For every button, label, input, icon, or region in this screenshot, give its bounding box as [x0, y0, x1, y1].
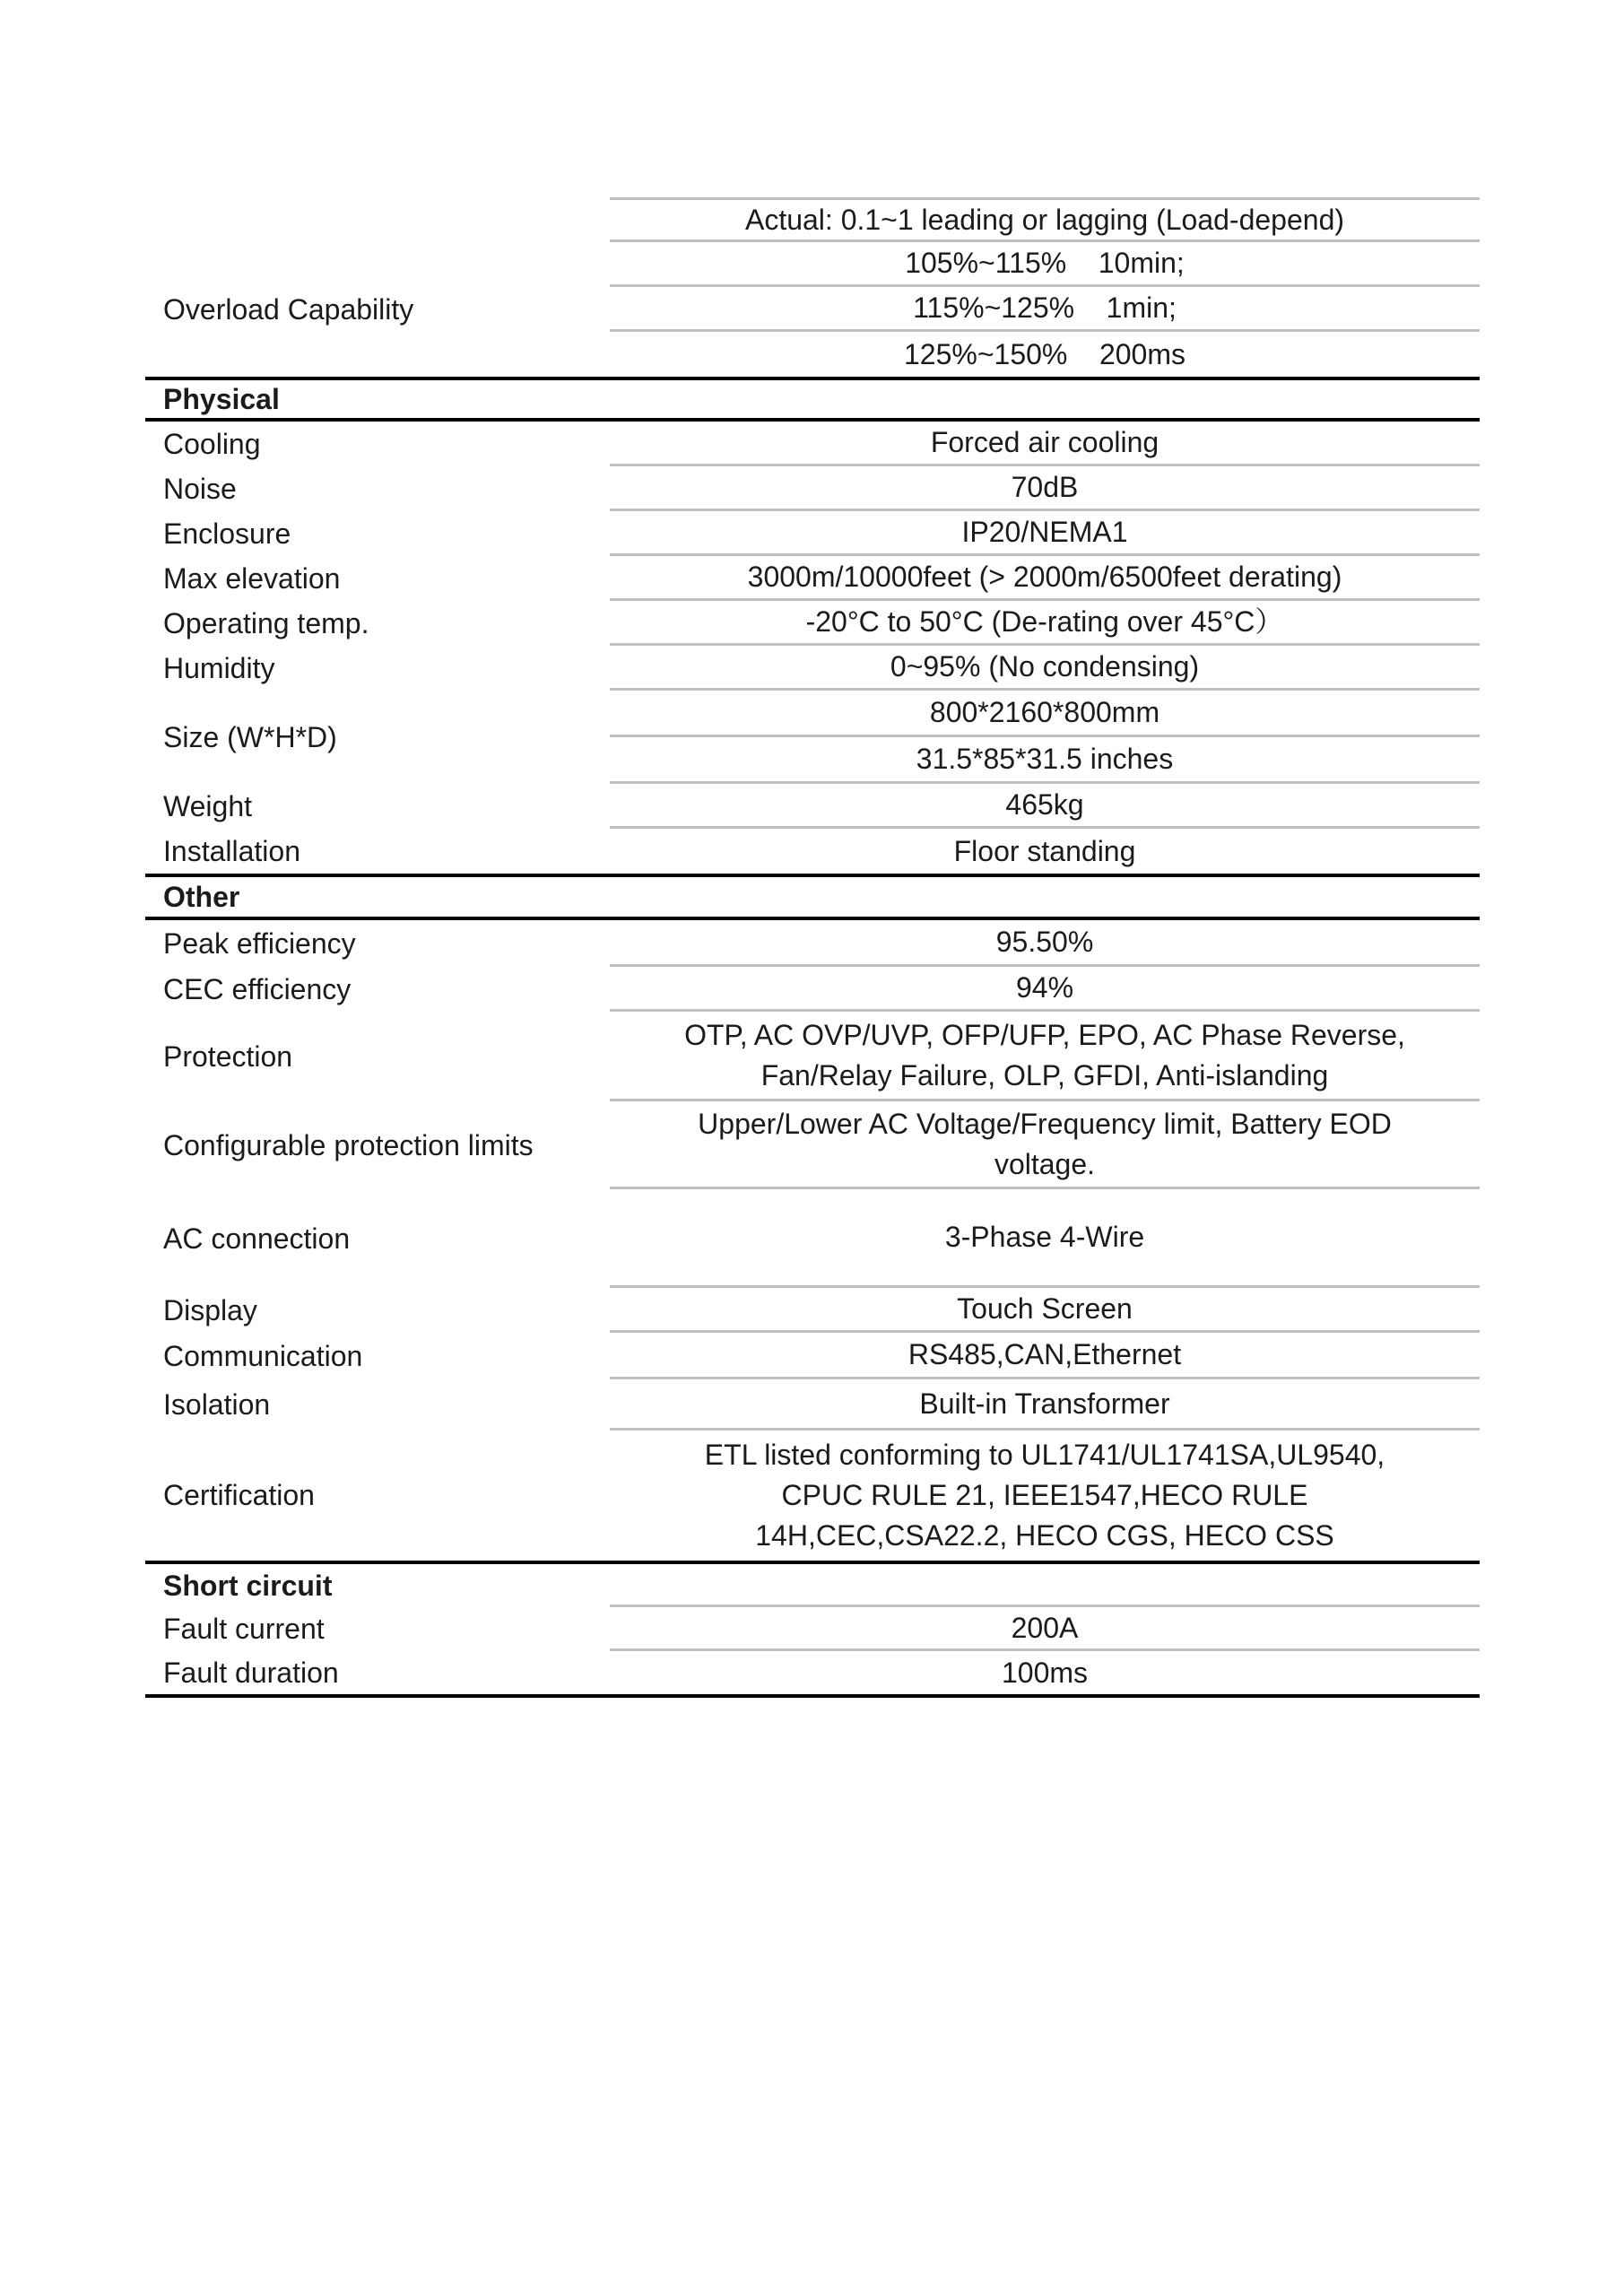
spec-value-text: Actual: 0.1~1 leading or lagging (Load-depend) [744, 203, 1345, 236]
spec-value-text: 14H,CEC,CSA22.2, HECO CGS, HECO CSS [755, 1519, 1334, 1552]
spec-value [610, 920, 1480, 967]
spec-value-text: Fan/Relay Failure, OLP, GFDI, Anti-islanding [760, 1058, 1329, 1091]
row-cooling [145, 422, 1480, 466]
spec-value-text: 200A [1011, 1611, 1079, 1644]
spec-value [610, 646, 1480, 691]
spec-value [610, 1012, 1480, 1101]
section-header-short-circuit [145, 1561, 1480, 1607]
section-header-spacer [610, 380, 1480, 418]
spec-value [610, 967, 1480, 1012]
spec-value [610, 556, 1480, 601]
spec-label: Operating temp. [163, 606, 369, 639]
spec-label: Noise [163, 472, 237, 505]
row-fault-current [145, 1607, 1480, 1651]
spec-value [610, 1651, 1480, 1694]
row-isolation [145, 1379, 1480, 1431]
spec-label-empty [145, 197, 610, 242]
row-weight [145, 784, 1480, 829]
spec-value-text: 70dB [1011, 471, 1079, 503]
row-humidity [145, 646, 1480, 691]
spec-value-text: voltage. [994, 1147, 1096, 1180]
row-size [145, 691, 1480, 784]
spec-label: Fault current [163, 1613, 325, 1645]
row-installation [145, 829, 1480, 874]
section-header-spacer [610, 877, 1480, 917]
section-title: Other [163, 880, 240, 913]
spec-value-text: 0~95% (No condensing) [890, 650, 1200, 683]
row-overload-capability [145, 242, 1480, 377]
row-ac-connection [145, 1189, 1480, 1288]
row-noise [145, 466, 1480, 511]
spec-label: Certification [163, 1479, 315, 1511]
spec-label: Max elevation [163, 561, 341, 595]
spec-value-text: 95.50% [995, 926, 1094, 958]
spec-value [610, 1431, 1480, 1561]
spec-value [610, 691, 1480, 737]
spec-value-text: CPUC RULE 21, IEEE1547,HECO RULE [781, 1479, 1308, 1511]
spec-value-text: 115%~125% 1min; [913, 291, 1177, 324]
row-power-factor-actual [145, 197, 1480, 242]
spec-value [610, 511, 1480, 556]
overload-value-stack [610, 242, 1480, 377]
spec-label: Fault duration [163, 1656, 339, 1689]
row-display [145, 1288, 1480, 1333]
spec-value-text: 105%~115% 10min; [905, 247, 1185, 279]
spec-value-text: Built-in Transformer [919, 1387, 1170, 1420]
spec-value [610, 829, 1480, 874]
section-header-other [145, 874, 1480, 920]
spec-label: Cooling [163, 427, 261, 460]
spec-label: Communication [163, 1339, 363, 1372]
row-certification [145, 1431, 1480, 1561]
spec-value [610, 242, 1480, 287]
spec-label: Size (W*H*D) [163, 720, 337, 753]
row-peak-efficiency [145, 920, 1480, 967]
spec-value [610, 332, 1480, 377]
spec-label: Configurable protection limits [163, 1128, 534, 1161]
spec-value-text: 100ms [1001, 1656, 1089, 1689]
spec-value [610, 601, 1480, 646]
spec-value-text: Forced air cooling [930, 426, 1159, 458]
spec-label: Isolation [163, 1388, 271, 1421]
spec-value [610, 466, 1480, 511]
spec-label: Peak efficiency [163, 926, 356, 960]
row-protection [145, 1012, 1480, 1101]
row-enclosure [145, 511, 1480, 556]
spec-value [610, 1607, 1480, 1651]
row-configurable-protection-limits [145, 1101, 1480, 1189]
spec-value [610, 1333, 1480, 1379]
spec-label: Overload Capability [163, 292, 414, 326]
spec-value [610, 1379, 1480, 1431]
spec-table [145, 197, 1480, 1698]
spec-value [610, 422, 1480, 466]
spec-label: Display [163, 1293, 257, 1326]
section-title: Short circuit [163, 1569, 333, 1602]
spec-value-text: 800*2160*800mm [929, 696, 1160, 728]
table-bottom-border [145, 1694, 1480, 1698]
spec-value-text: 3000m/10000feet (> 2000m/6500feet derating) [747, 561, 1342, 593]
spec-value-text: 465kg [1005, 788, 1084, 821]
spec-value-text: Upper/Lower AC Voltage/Frequency limit, Battery EOD [698, 1107, 1392, 1140]
section-title: Physical [163, 382, 280, 415]
spec-value-text: OTP, AC OVP/UVP, OFP/UFP, EPO, AC Phase Reverse, [684, 1018, 1405, 1051]
spec-value [610, 1288, 1480, 1333]
spec-value-text: Floor standing [953, 834, 1136, 867]
spec-value-text: ETL listed conforming to UL1741/UL1741SA,UL9540, [704, 1439, 1385, 1471]
spec-value-text: Touch Screen [957, 1292, 1133, 1325]
spec-value [610, 287, 1480, 332]
spec-label: Enclosure [163, 517, 291, 550]
spec-value-text: 94% [1015, 971, 1074, 1004]
row-cec-efficiency [145, 967, 1480, 1012]
spec-value [610, 1101, 1480, 1189]
row-max-elevation [145, 556, 1480, 601]
spec-label: Installation [163, 834, 300, 867]
spec-label: Weight [163, 789, 253, 822]
size-value-stack [610, 691, 1480, 784]
spec-label: Protection [163, 1039, 293, 1073]
spec-value [610, 737, 1480, 784]
spec-value-text: RS485,CAN,Ethernet [908, 1338, 1182, 1370]
spec-value-text: -20°C to 50°C (De-rating over 45°C） [805, 605, 1284, 638]
spec-value [610, 197, 1480, 242]
spec-value-text: 125%~150% 200ms [904, 337, 1185, 370]
spec-value-text: IP20/NEMA1 [961, 516, 1128, 548]
row-communication [145, 1333, 1480, 1379]
spec-value [610, 1189, 1480, 1288]
spec-value-text: 31.5*85*31.5 inches [916, 743, 1174, 775]
spec-label: Humidity [163, 651, 275, 684]
spec-value [610, 784, 1480, 829]
spec-label: AC connection [163, 1222, 351, 1255]
spec-label: CEC efficiency [163, 972, 352, 1005]
row-fault-duration [145, 1651, 1480, 1694]
row-operating-temp [145, 601, 1480, 646]
section-header-physical [145, 377, 1480, 422]
spec-value-text: 3-Phase 4-Wire [944, 1221, 1145, 1253]
section-header-spacer [610, 1564, 1480, 1607]
